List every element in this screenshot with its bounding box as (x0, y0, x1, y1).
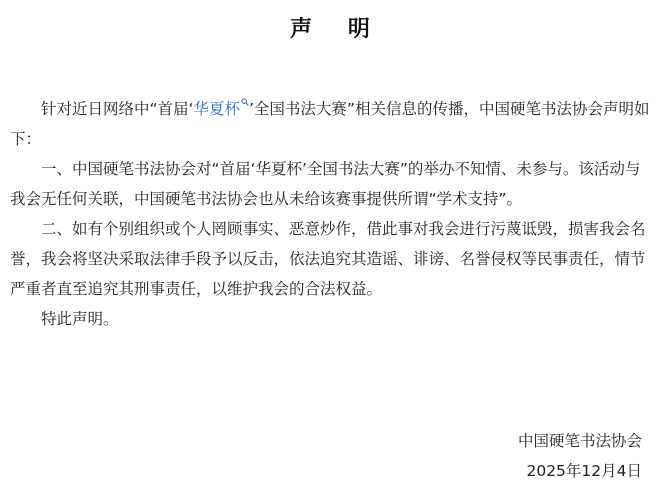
intro-text-after: ’全国书法大赛”相关信息的传播，中国硬笔书法协会声明如下： (10, 100, 650, 148)
search-icon[interactable] (241, 98, 249, 106)
page-title: 声 明 (290, 17, 384, 42)
closing-paragraph: 特此声明。 (41, 310, 119, 328)
signature-date: 2025年12月4日 (526, 462, 642, 480)
intro-paragraph (10, 94, 650, 154)
paragraph-one: 一、中国硬笔书法协会对“首届‘华夏杯’全国书法大赛”的举办不知情、未参与。该活动与我会无任何关联，中国硬笔书法协会也从未给该赛事提供所谓“学术支持”。 (10, 160, 641, 208)
paragraph-two: 二、如有个别组织或个人罔顾事实、恶意炒作，借此事对我会进行污蔑诋毁，损害我会名誉，我会将坚决采取法律手段予以反击，依法追究其造谣、诽谤、名誉侵权等民事责任，情节严重者直至追究其刑事责任，以维护我会的合法权益。 (10, 220, 646, 298)
statement-body (10, 94, 650, 334)
signature-organization: 中国硬笔书法协会 (517, 432, 642, 450)
huaxia-cup-link[interactable]: 华夏杯 (193, 100, 240, 118)
intro-text-before: 针对近日网络中“首届‘ (41, 100, 194, 118)
